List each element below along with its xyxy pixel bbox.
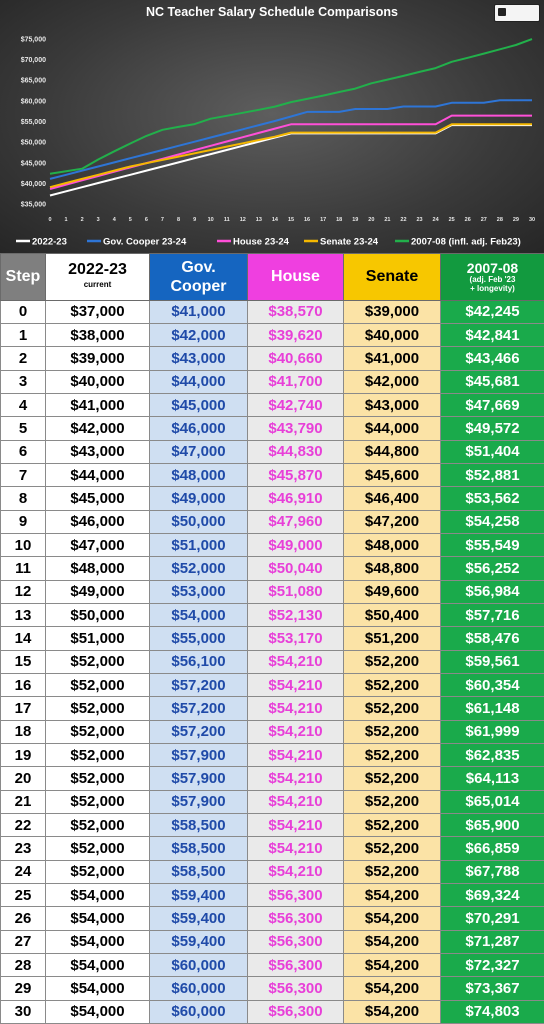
step-cell: 14: [1, 627, 46, 650]
x-tick-label: 4: [112, 217, 116, 223]
legend-item: [16, 237, 67, 248]
senate-salary-cell: $54,200: [344, 907, 441, 930]
y-tick-label: $75,000: [20, 36, 46, 44]
step-cell: 25: [1, 883, 46, 906]
x-tick-label: 3: [96, 217, 100, 223]
chart-canvas: [0, 0, 544, 253]
x-tick-label: 14: [271, 217, 278, 223]
table-row: [1, 417, 544, 440]
x-tick-label: 5: [128, 217, 132, 223]
table-row: [1, 347, 544, 370]
cooper-salary-cell: $57,900: [150, 790, 248, 813]
house-salary-cell: $38,570: [248, 300, 344, 323]
house-salary-cell: $54,210: [248, 860, 344, 883]
step-cell: 27: [1, 930, 46, 953]
table-row: [1, 883, 544, 906]
y2007-08-salary-cell: $58,476: [441, 627, 544, 650]
house-salary-cell: $56,300: [248, 953, 344, 976]
current-salary-cell: $52,000: [46, 790, 150, 813]
current-salary-cell: $52,000: [46, 813, 150, 836]
senate-salary-cell: $44,000: [344, 417, 441, 440]
senate-salary-cell: $44,800: [344, 440, 441, 463]
senate-salary-cell: $54,200: [344, 953, 441, 976]
house-salary-cell: $54,210: [248, 650, 344, 673]
table-row: [1, 627, 544, 650]
cooper-salary-cell: $59,400: [150, 930, 248, 953]
house-salary-cell: $39,620: [248, 323, 344, 346]
cooper-salary-cell: $60,000: [150, 977, 248, 1000]
x-tick-label: 10: [207, 217, 214, 223]
table-header-row: [1, 254, 544, 301]
y2007-08-salary-cell: $45,681: [441, 370, 544, 393]
house-salary-cell: $56,300: [248, 1000, 344, 1024]
y-tick-label: $55,000: [20, 119, 46, 126]
step-cell: 22: [1, 813, 46, 836]
house-salary-cell: $45,870: [248, 463, 344, 486]
table-row: [1, 1000, 544, 1024]
x-tick-label: 24: [432, 217, 439, 223]
y2007-08-salary-cell: $60,354: [441, 673, 544, 696]
current-salary-cell: $37,000: [46, 300, 150, 323]
x-tick-label: 0: [48, 217, 52, 223]
table-row: [1, 790, 544, 813]
step-cell: 29: [1, 977, 46, 1000]
series-line-2: [50, 116, 532, 189]
x-tick-label: 30: [528, 217, 536, 223]
y2007-08-salary-cell: $57,716: [441, 603, 544, 626]
header-senate: Senate: [344, 254, 441, 301]
senate-salary-cell: $42,000: [344, 370, 441, 393]
legend-label: Senate 23-24: [320, 236, 379, 248]
y2007-08-salary-cell: $73,367: [441, 977, 544, 1000]
current-salary-cell: $51,000: [46, 627, 150, 650]
y2007-08-salary-cell: $64,113: [441, 767, 544, 790]
y2007-08-salary-cell: $47,669: [441, 393, 544, 416]
x-tick-label: 23: [416, 217, 423, 223]
x-tick-label: 29: [512, 217, 519, 223]
current-salary-cell: $52,000: [46, 837, 150, 860]
y-tick-label: $65,000: [20, 77, 46, 85]
house-salary-cell: $54,210: [248, 837, 344, 860]
step-cell: 21: [1, 790, 46, 813]
series-line-4: [50, 39, 532, 174]
table-row: [1, 953, 544, 976]
step-cell: 9: [1, 510, 46, 533]
senate-salary-cell: $52,200: [344, 673, 441, 696]
current-salary-cell: $52,000: [46, 650, 150, 673]
y2007-08-salary-cell: $55,549: [441, 533, 544, 556]
senate-salary-cell: $51,200: [344, 627, 441, 650]
house-salary-cell: $49,000: [248, 533, 344, 556]
senate-salary-cell: $40,000: [344, 323, 441, 346]
cooper-salary-cell: $57,200: [150, 697, 248, 720]
step-cell: 0: [1, 300, 46, 323]
senate-salary-cell: $52,200: [344, 790, 441, 813]
y2007-08-salary-cell: $69,324: [441, 883, 544, 906]
house-salary-cell: $56,300: [248, 930, 344, 953]
senate-salary-cell: $52,200: [344, 813, 441, 836]
senate-salary-cell: $52,200: [344, 860, 441, 883]
y2007-08-salary-cell: $74,803: [441, 1000, 544, 1024]
table-row: [1, 440, 544, 463]
x-tick-label: 6: [144, 217, 148, 223]
x-tick-label: 19: [352, 217, 359, 223]
table-row: [1, 463, 544, 486]
y-tick-label: $35,000: [20, 201, 46, 209]
cooper-salary-cell: $52,000: [150, 557, 248, 580]
step-cell: 5: [1, 417, 46, 440]
table-row: [1, 580, 544, 603]
cooper-salary-cell: $58,500: [150, 860, 248, 883]
cooper-salary-cell: $47,000: [150, 440, 248, 463]
cooper-salary-cell: $59,400: [150, 883, 248, 906]
house-salary-cell: $56,300: [248, 907, 344, 930]
y2007-08-salary-cell: $65,014: [441, 790, 544, 813]
senate-salary-cell: $46,400: [344, 487, 441, 510]
cooper-salary-cell: $42,000: [150, 323, 248, 346]
header-cooper-line2: Cooper: [170, 277, 227, 295]
legend-label: 2022-23: [32, 236, 67, 248]
current-salary-cell: $46,000: [46, 510, 150, 533]
senate-salary-cell: $45,600: [344, 463, 441, 486]
x-tick-label: 7: [160, 217, 164, 223]
current-salary-cell: $54,000: [46, 907, 150, 930]
step-cell: 7: [1, 463, 46, 486]
step-cell: 10: [1, 533, 46, 556]
senate-salary-cell: $54,200: [344, 977, 441, 1000]
y2007-08-salary-cell: $43,466: [441, 347, 544, 370]
step-cell: 4: [1, 393, 46, 416]
cooper-salary-cell: $45,000: [150, 393, 248, 416]
x-tick-label: 16: [304, 217, 311, 223]
legend-label: Gov. Cooper 23-24: [103, 236, 187, 248]
table-row: [1, 673, 544, 696]
current-salary-cell: $47,000: [46, 533, 150, 556]
step-cell: 12: [1, 580, 46, 603]
step-cell: 28: [1, 953, 46, 976]
header-2022-23: [46, 254, 150, 301]
y2007-08-salary-cell: $61,148: [441, 697, 544, 720]
house-salary-cell: $56,300: [248, 977, 344, 1000]
step-cell: 11: [1, 557, 46, 580]
header-gov-cooper: [150, 254, 248, 301]
house-salary-cell: $47,960: [248, 510, 344, 533]
cooper-salary-cell: $53,000: [150, 580, 248, 603]
house-salary-cell: $54,210: [248, 767, 344, 790]
table-row: [1, 300, 544, 323]
legend-item: [304, 237, 379, 248]
current-salary-cell: $54,000: [46, 930, 150, 953]
step-cell: 3: [1, 370, 46, 393]
house-salary-cell: $44,830: [248, 440, 344, 463]
table-row: [1, 393, 544, 416]
cooper-salary-cell: $44,000: [150, 370, 248, 393]
table-row: [1, 370, 544, 393]
table-row: [1, 323, 544, 346]
current-salary-cell: $52,000: [46, 697, 150, 720]
cooper-salary-cell: $48,000: [150, 463, 248, 486]
header-2007-08-sub2: + longevity): [470, 283, 515, 293]
table-row: [1, 930, 544, 953]
axis-layer: [21, 36, 535, 223]
logo-icon: [498, 8, 506, 16]
current-salary-cell: $41,000: [46, 393, 150, 416]
table-row: [1, 557, 544, 580]
y2007-08-salary-cell: $42,841: [441, 323, 544, 346]
senate-salary-cell: $52,200: [344, 837, 441, 860]
y2007-08-salary-cell: $61,999: [441, 720, 544, 743]
x-tick-label: 8: [177, 217, 181, 223]
header-cooper-line1: Gov.: [181, 258, 216, 276]
y-tick-label: $70,000: [20, 56, 46, 64]
table-row: [1, 533, 544, 556]
step-cell: 17: [1, 697, 46, 720]
legend-item: [87, 237, 187, 248]
house-salary-cell: $51,080: [248, 580, 344, 603]
house-salary-cell: $56,300: [248, 883, 344, 906]
header-step: Step: [1, 254, 46, 301]
y2007-08-salary-cell: $72,327: [441, 953, 544, 976]
publisher-logo: [494, 4, 540, 22]
step-cell: 16: [1, 673, 46, 696]
cooper-salary-cell: $58,500: [150, 813, 248, 836]
x-tick-label: 9: [193, 217, 197, 223]
current-salary-cell: $40,000: [46, 370, 150, 393]
salary-table: [0, 253, 544, 1024]
table-row: [1, 487, 544, 510]
legend-item: [395, 237, 521, 248]
current-salary-cell: $52,000: [46, 720, 150, 743]
y2007-08-salary-cell: $54,258: [441, 510, 544, 533]
cooper-salary-cell: $49,000: [150, 487, 248, 510]
table-row: [1, 743, 544, 766]
table-row: [1, 720, 544, 743]
house-salary-cell: $54,210: [248, 673, 344, 696]
senate-salary-cell: $52,200: [344, 697, 441, 720]
table-row: [1, 907, 544, 930]
senate-salary-cell: $47,200: [344, 510, 441, 533]
cooper-salary-cell: $60,000: [150, 953, 248, 976]
x-tick-label: 26: [464, 217, 471, 223]
current-salary-cell: $52,000: [46, 860, 150, 883]
table-row: [1, 650, 544, 673]
table-row: [1, 697, 544, 720]
senate-salary-cell: $54,200: [344, 1000, 441, 1024]
step-cell: 6: [1, 440, 46, 463]
x-tick-label: 18: [336, 217, 343, 223]
house-salary-cell: $43,790: [248, 417, 344, 440]
header-2007-08-sub1: (adj. Feb '23: [469, 274, 516, 284]
house-salary-cell: $54,210: [248, 720, 344, 743]
senate-salary-cell: $50,400: [344, 603, 441, 626]
house-salary-cell: $42,740: [248, 393, 344, 416]
step-cell: 19: [1, 743, 46, 766]
header-2007-08-label: 2007-08: [466, 259, 519, 276]
cooper-salary-cell: $41,000: [150, 300, 248, 323]
header-2022-23-sub: current: [83, 279, 112, 289]
current-salary-cell: $52,000: [46, 673, 150, 696]
senate-salary-cell: $54,200: [344, 930, 441, 953]
x-tick-label: 15: [287, 217, 295, 223]
legend-item: [217, 237, 290, 248]
cooper-salary-cell: $57,900: [150, 743, 248, 766]
chart-title: NC Teacher Salary Schedule Comparisons: [146, 5, 398, 19]
senate-salary-cell: $48,000: [344, 533, 441, 556]
current-salary-cell: $48,000: [46, 557, 150, 580]
salary-line-chart: [0, 0, 544, 253]
current-salary-cell: $39,000: [46, 347, 150, 370]
house-salary-cell: $46,910: [248, 487, 344, 510]
current-salary-cell: $52,000: [46, 743, 150, 766]
current-salary-cell: $54,000: [46, 977, 150, 1000]
y2007-08-salary-cell: $59,561: [441, 650, 544, 673]
x-tick-label: 12: [239, 217, 246, 223]
senate-salary-cell: $52,200: [344, 743, 441, 766]
x-tick-label: 25: [448, 217, 455, 223]
house-salary-cell: $50,040: [248, 557, 344, 580]
current-salary-cell: $43,000: [46, 440, 150, 463]
cooper-salary-cell: $56,100: [150, 650, 248, 673]
y2007-08-salary-cell: $65,900: [441, 813, 544, 836]
senate-salary-cell: $52,200: [344, 767, 441, 790]
series-layer: [50, 39, 532, 195]
current-salary-cell: $44,000: [46, 463, 150, 486]
step-cell: 18: [1, 720, 46, 743]
y2007-08-salary-cell: $62,835: [441, 743, 544, 766]
senate-salary-cell: $39,000: [344, 300, 441, 323]
current-salary-cell: $54,000: [46, 953, 150, 976]
cooper-salary-cell: $43,000: [150, 347, 248, 370]
senate-salary-cell: $52,200: [344, 650, 441, 673]
house-salary-cell: $41,700: [248, 370, 344, 393]
table-row: [1, 837, 544, 860]
senate-salary-cell: $41,000: [344, 347, 441, 370]
step-cell: 8: [1, 487, 46, 510]
step-cell: 24: [1, 860, 46, 883]
x-tick-label: 28: [496, 217, 503, 223]
y-tick-label: $40,000: [20, 181, 46, 189]
legend-label: 2007-08 (infl. adj. Feb23): [411, 236, 521, 248]
cooper-salary-cell: $57,900: [150, 767, 248, 790]
y2007-08-salary-cell: $67,788: [441, 860, 544, 883]
table-row: [1, 603, 544, 626]
y2007-08-salary-cell: $56,984: [441, 580, 544, 603]
house-salary-cell: $53,170: [248, 627, 344, 650]
step-cell: 26: [1, 907, 46, 930]
cooper-salary-cell: $58,500: [150, 837, 248, 860]
header-house: House: [248, 254, 344, 301]
current-salary-cell: $38,000: [46, 323, 150, 346]
x-tick-label: 21: [384, 217, 391, 223]
senate-salary-cell: $49,600: [344, 580, 441, 603]
cooper-salary-cell: $54,000: [150, 603, 248, 626]
table-row: [1, 860, 544, 883]
y2007-08-salary-cell: $51,404: [441, 440, 544, 463]
x-tick-label: 20: [368, 217, 375, 223]
legend-label: House 23-24: [233, 236, 289, 248]
x-tick-label: 13: [255, 217, 262, 223]
table-row: [1, 510, 544, 533]
current-salary-cell: $54,000: [46, 1000, 150, 1024]
y-tick-label: $60,000: [20, 98, 46, 106]
current-salary-cell: $45,000: [46, 487, 150, 510]
senate-salary-cell: $48,800: [344, 557, 441, 580]
y2007-08-salary-cell: $70,291: [441, 907, 544, 930]
x-tick-label: 11: [223, 217, 230, 223]
table-row: [1, 977, 544, 1000]
cooper-salary-cell: $60,000: [150, 1000, 248, 1024]
cooper-salary-cell: $55,000: [150, 627, 248, 650]
header-2007-08: [441, 254, 544, 301]
table-row: [1, 767, 544, 790]
table-row: [1, 813, 544, 836]
x-tick-label: 27: [480, 217, 487, 223]
x-tick-label: 22: [400, 217, 407, 223]
y2007-08-salary-cell: $53,562: [441, 487, 544, 510]
cooper-salary-cell: $51,000: [150, 533, 248, 556]
chart-legend: [16, 237, 521, 248]
house-salary-cell: $52,130: [248, 603, 344, 626]
step-cell: 15: [1, 650, 46, 673]
y2007-08-salary-cell: $71,287: [441, 930, 544, 953]
cooper-salary-cell: $46,000: [150, 417, 248, 440]
current-salary-cell: $54,000: [46, 883, 150, 906]
y2007-08-salary-cell: $66,859: [441, 837, 544, 860]
senate-salary-cell: $43,000: [344, 393, 441, 416]
current-salary-cell: $42,000: [46, 417, 150, 440]
house-salary-cell: $54,210: [248, 697, 344, 720]
cooper-salary-cell: $57,200: [150, 673, 248, 696]
step-cell: 2: [1, 347, 46, 370]
current-salary-cell: $49,000: [46, 580, 150, 603]
cooper-salary-cell: $57,200: [150, 720, 248, 743]
y2007-08-salary-cell: $56,252: [441, 557, 544, 580]
x-tick-label: 1: [64, 217, 68, 223]
step-cell: 13: [1, 603, 46, 626]
current-salary-cell: $52,000: [46, 767, 150, 790]
step-cell: 23: [1, 837, 46, 860]
x-tick-label: 17: [320, 217, 327, 223]
house-salary-cell: $54,210: [248, 813, 344, 836]
senate-salary-cell: $54,200: [344, 883, 441, 906]
x-tick-label: 2: [80, 217, 84, 223]
y2007-08-salary-cell: $52,881: [441, 463, 544, 486]
current-salary-cell: $50,000: [46, 603, 150, 626]
cooper-salary-cell: $50,000: [150, 510, 248, 533]
step-cell: 20: [1, 767, 46, 790]
y-tick-label: $45,000: [20, 160, 46, 168]
y-tick-label: $50,000: [20, 139, 46, 147]
header-2022-23-label: 2022-23: [68, 260, 127, 278]
senate-salary-cell: $52,200: [344, 720, 441, 743]
house-salary-cell: $54,210: [248, 790, 344, 813]
step-cell: 1: [1, 323, 46, 346]
house-salary-cell: $54,210: [248, 743, 344, 766]
cooper-salary-cell: $59,400: [150, 907, 248, 930]
step-cell: 30: [1, 1000, 46, 1024]
y2007-08-salary-cell: $42,245: [441, 300, 544, 323]
series-line-1: [50, 100, 532, 179]
house-salary-cell: $40,660: [248, 347, 344, 370]
y2007-08-salary-cell: $49,572: [441, 417, 544, 440]
